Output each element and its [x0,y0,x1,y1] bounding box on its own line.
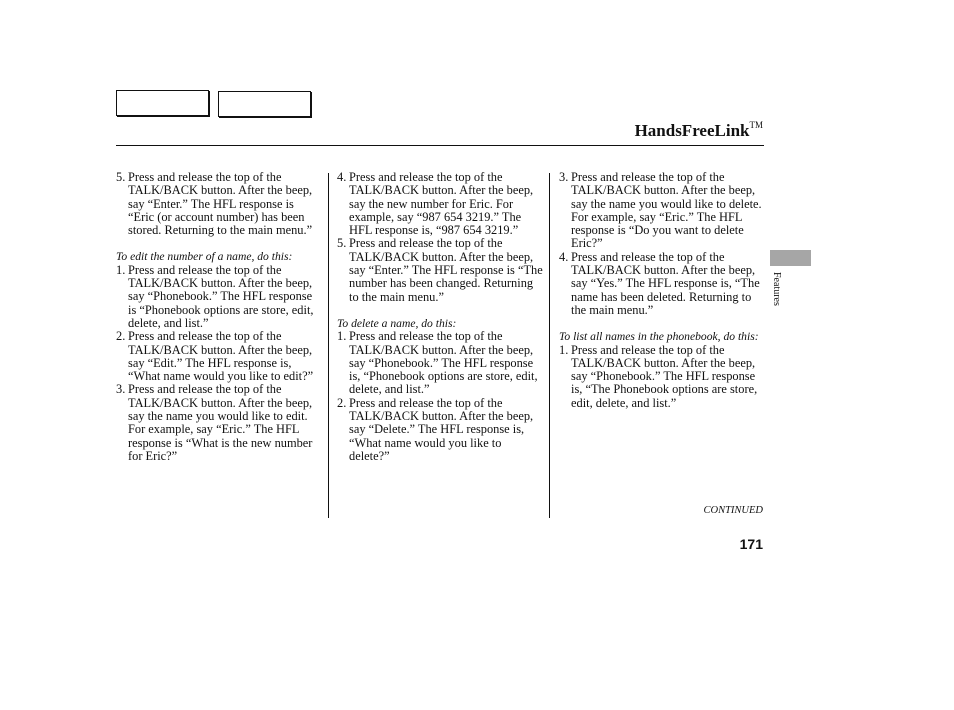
subheading: To list all names in the phonebook, do this: [559,330,759,344]
text-column-2 [337,171,543,463]
list-item-text: Press and release the top of the TALK/BACK button. After the beep, say “Phonebook.” The HFL response is, “The Phonebook options are store, edit, delete, and list.” [571,342,758,410]
list-item-number: 3. [116,382,126,397]
list-item-text: Press and release the top of the TALK/BACK button. After the beep, say the name you would like to edit. For example, say “Eric.” The HFL response is “What is the new number for Eric?” [128,382,313,463]
list-item-text: Press and release the top of the TALK/BACK button. After the beep, say “Yes.” The HFL response is, “The name has been deleted. Returning to the main menu.” [571,249,760,317]
section-tab [770,250,811,266]
subheading: To edit the number of a name, do this: [116,250,293,264]
list-item-text: Press and release the top of the TALK/BACK button. After the beep, say “Phonebook.” The HFL response is “Phonebook options are store, edit, delete, and list.” [128,262,314,330]
list-item-number: 4. [337,170,347,184]
list-item-text: Press and release the top of the TALK/BACK button. After the beep, say “Enter.” The HFL response is “Eric (or account number) has been stored. Returning to the main menu.” [128,170,313,238]
column-divider-2 [549,173,550,518]
list-item-number: 2. [337,395,347,410]
header-tab-box-2 [218,91,311,117]
trademark-symbol: TM [749,120,763,130]
list-item-text: Press and release the top of the TALK/BACK button. After the beep, say “Enter.” The HFL response is “The number has been changed. Returning to the main menu.” [349,236,543,304]
list-item [337,330,543,396]
page-title [635,121,763,141]
list-item [559,251,762,317]
page-title-text: HandsFreeLink [634,121,750,140]
list-item [116,264,320,330]
list-item-text: Press and release the top of the TALK/BACK button. After the beep, say the name you would like to delete. For example, say “Eric.” The HFL response is “Do you want to delete Eric?” [571,170,762,251]
text-column-1 [116,171,320,463]
list-item [337,237,543,303]
subheading: To delete a name, do this: [337,316,457,330]
section-label: Features [771,272,782,306]
list-item-number: 3. [559,170,569,184]
list-item-number: 5. [337,236,347,251]
list-item-text: Press and release the top of the TALK/BACK button. After the beep, say “Edit.” The HFL response is, “What name would you like to edit?” [128,329,314,384]
list-item [116,330,320,383]
list-item-number: 1. [116,262,126,277]
list-item [337,397,543,463]
list-item-number: 2. [116,329,126,344]
list-item-number: 4. [559,249,569,264]
page-number: 171 [739,536,763,552]
list-item [116,171,320,237]
list-item [559,171,762,251]
text-column-3 [559,171,762,410]
list-item-number: 5. [116,170,126,184]
list-item [337,171,543,237]
column-divider-1 [328,173,329,518]
list-item-text: Press and release the top of the TALK/BACK button. After the beep, say “Delete.” The HFL response is, “What name would you like to delete?” [349,395,534,463]
list-item-text: Press and release the top of the TALK/BACK button. After the beep, say the new number for Eric. For example, say “987 654 3219.” The HFL response is, “987 654 3219.” [349,170,534,238]
list-item-text: Press and release the top of the TALK/BACK button. After the beep, say “Phonebook.” The HFL response is, “Phonebook options are store, edit, delete, and list.” [349,329,538,397]
list-item [559,344,762,410]
header-tab-box-1 [116,90,209,116]
list-item [116,383,320,463]
list-item-number: 1. [559,342,569,357]
continued-note: CONTINUED [703,505,763,516]
header-rule [116,145,764,146]
list-item-number: 1. [337,329,347,344]
